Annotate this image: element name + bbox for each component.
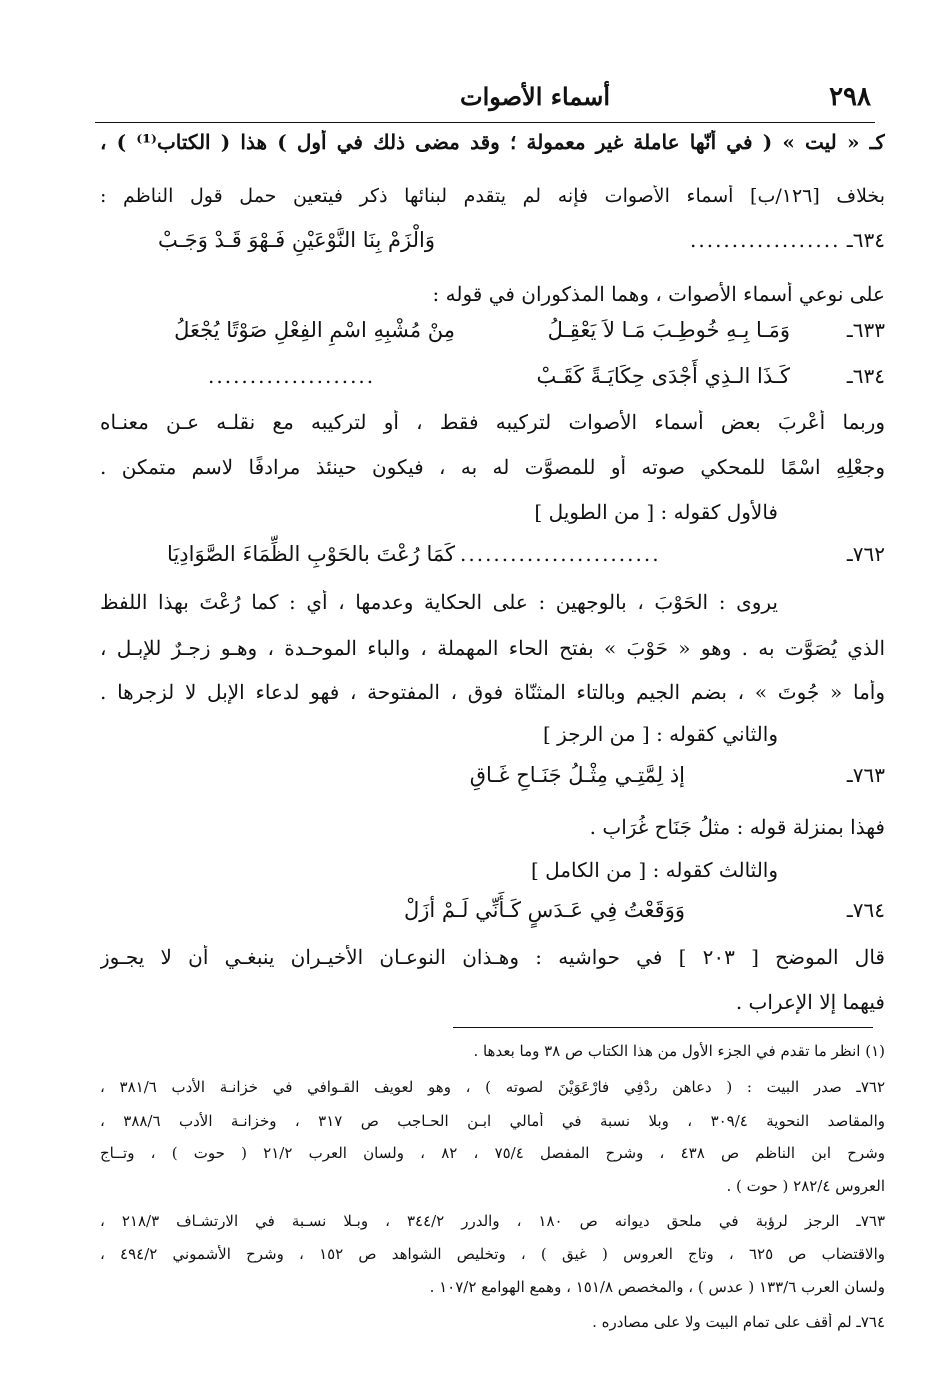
text-line: قال الموضح [ ٢٠٣ ] في حواشيه : وهـذان النوعـان الأخيـران ينبغـي أن لا يجـوز [100,945,885,969]
footnote-1: (١) انظر ما تقدم في الجزء الأول من هذا الكتاب ص ٣٨ وما بعدها . [473,1042,885,1060]
footnote-763: ٧٦٣ـ الرجز لرؤبة في ملحق ديوانه ص ١٨٠ ، والدرر ٣٤٤/٢ ، وبـلا نسـبة في الارتشـاف ٢١٨/٣ ، [100,1212,885,1230]
verse-dots: ........................ [460,542,661,566]
verse-633 [100,318,885,358]
verse-763 [100,763,885,803]
verse-hemistich: وَوَقَعْتُ فِي عَـدَسٍ كَـأَنِّي لَـمْ أزَلْ [404,898,685,922]
footnote-762: ٧٦٢ـ صدر البيت : ( دعاهن رِدْفِي فارْعَوَيْنَ لصوته ) ، وهو لعويف القـوافي في خزانـة الأدب ٣٨١/٦ ، [100,1078,885,1096]
page-header [95,80,875,123]
text-line: يروى : الحَوْبَ ، بالوجهين : على الحكاية وعدمها ، أي : كما رُعْتَ بهذا اللفظ [100,590,778,614]
text-line: فيهما إلا الإعراب . [735,990,885,1014]
verse-dots: .................... [208,364,376,388]
verse-number: ٦٣٤ـ [846,228,885,252]
verse-number: ٦٣٣ـ [846,318,885,342]
verse-hemistich: مِنْ مُشْبِهِ اسْمِ الفِعْلِ صَوْتًا يُجْعَلُ [174,318,455,342]
text-line: الذي يُصَوَّت به . وهو « حَوْبَ » بفتح الحاء المهملة ، والباء الموحـدة ، وهـو زجـرٌ للإبـل ، [100,636,885,660]
footnote-762: وشرح ابن الناظم ص ٤٣٨ ، وشرح المفصل ٧٥/٤ ، ٨٢ ، ولسان العرب ٢١/٢ ( حوت ) ، وتــاج [100,1144,885,1162]
verse-hemistich: كَـذَا الـذِي أَجْدَى حِكَايَـةً كَقَـبْ [536,364,790,388]
text-line: وجعْلِهِ اسْمًا للمحكي صوته أو للمصوَّت له به ، فيكون حينئذ مرادفًا لاسم متمكن . [100,455,885,479]
page-number: ٢٩٨ [829,82,871,112]
verse-hemistich: إذ لِمَّتِـي مِثْـلُ جَنَـاحِ غَـاقِ [469,763,685,787]
text-line: والثالث كقوله : [ من الكامل ] [530,858,778,882]
verse-number: ٧٦٤ـ [846,898,885,922]
text-line: وأما « جُوتَ » ، بضم الجيم وبالتاء المثنّاة فوق ، المفتوحة ، فهو لدعاء الإبل لا لزجرها . [100,680,885,704]
text-line: فهذا بمنزلة قوله : مثلُ جَنَاحِ غُرَابٍ . [589,815,885,839]
verse-hemistich: وَالْزَمْ بِنَا النَّوْعَيْنِ فَـهْوَ قَـدْ وَجَـبْ [157,228,435,252]
text-line: على نوعي أسماء الأصوات ، وهما المذكوران في قوله : [432,282,885,306]
verse-hemistich: كَمَا رُعْتَ بالحَوْبِ الظِّمَاءَ الصَّوَادِيَا [167,542,455,566]
footnote-763: والاقتضاب ص ٦٢٥ ، وتاج العروس ( غيق ) ، وتخليص الشواهد ص ١٥٢ ، وشرح الأشموني ٤٩٤/٢ ، [100,1245,885,1263]
footnote-762: والمقاصد النحوية ٣٠٩/٤ ، وبلا نسبة في أمالي ابـن الحـاجب ص ٣١٧ ، وخزانـة الأدب ٣٨٨/٦ ، [100,1112,885,1130]
running-title: أسماء الأصوات [460,82,610,111]
verse-634-second [100,364,885,404]
text-line: وربما أعْرِبَ بعض أسماء الأصوات لتركيبه فقط ، أو لتركيبه مع نقلـه عـن معنـاه [100,410,885,434]
verse-764 [100,898,885,938]
verse-number: ٧٦٣ـ [846,763,885,787]
text-line: فالأول كقوله : [ من الطويل ] [534,500,778,524]
verse-634-first [100,228,885,268]
text-line: بخلاف [١٢٦/ب] أسماء الأصوات فإنه لم يتقدم لبنائها ذكر فيتعين حمل قول الناظم : [100,185,885,207]
footnote-763: ولسان العرب ١٣٣/٦ ( عدس ) ، والمخصص ١٥١/٨ ، وهمع الهوامع ١٠٧/٢ . [429,1278,885,1296]
verse-number: ٦٣٤ـ [846,364,885,388]
verse-number: ٧٦٢ـ [846,542,885,566]
verse-762 [100,542,885,582]
footnote-762: العروس ٢٨٢/٤ ( حوت ) . [726,1177,885,1195]
text-line: كـ « ليت » ( في أنّها عاملة غير معمولة ؛ وقد مضى ذلك في أول ) هذا ( الكتاب⁽¹⁾ ) ، [100,130,885,154]
footnote-separator [453,1027,873,1028]
footnote-764: ٧٦٤ـ لم أقف على تمام البيت ولا على مصادره . [592,1313,885,1331]
verse-dots: .................. [690,228,841,252]
verse-hemistich: وَمَـا بِـهِ خُوطِـبَ مَـا لاَ يَعْقِـلُ [547,318,790,342]
text-line: والثاني كقوله : [ من الرجز ] [543,722,778,746]
